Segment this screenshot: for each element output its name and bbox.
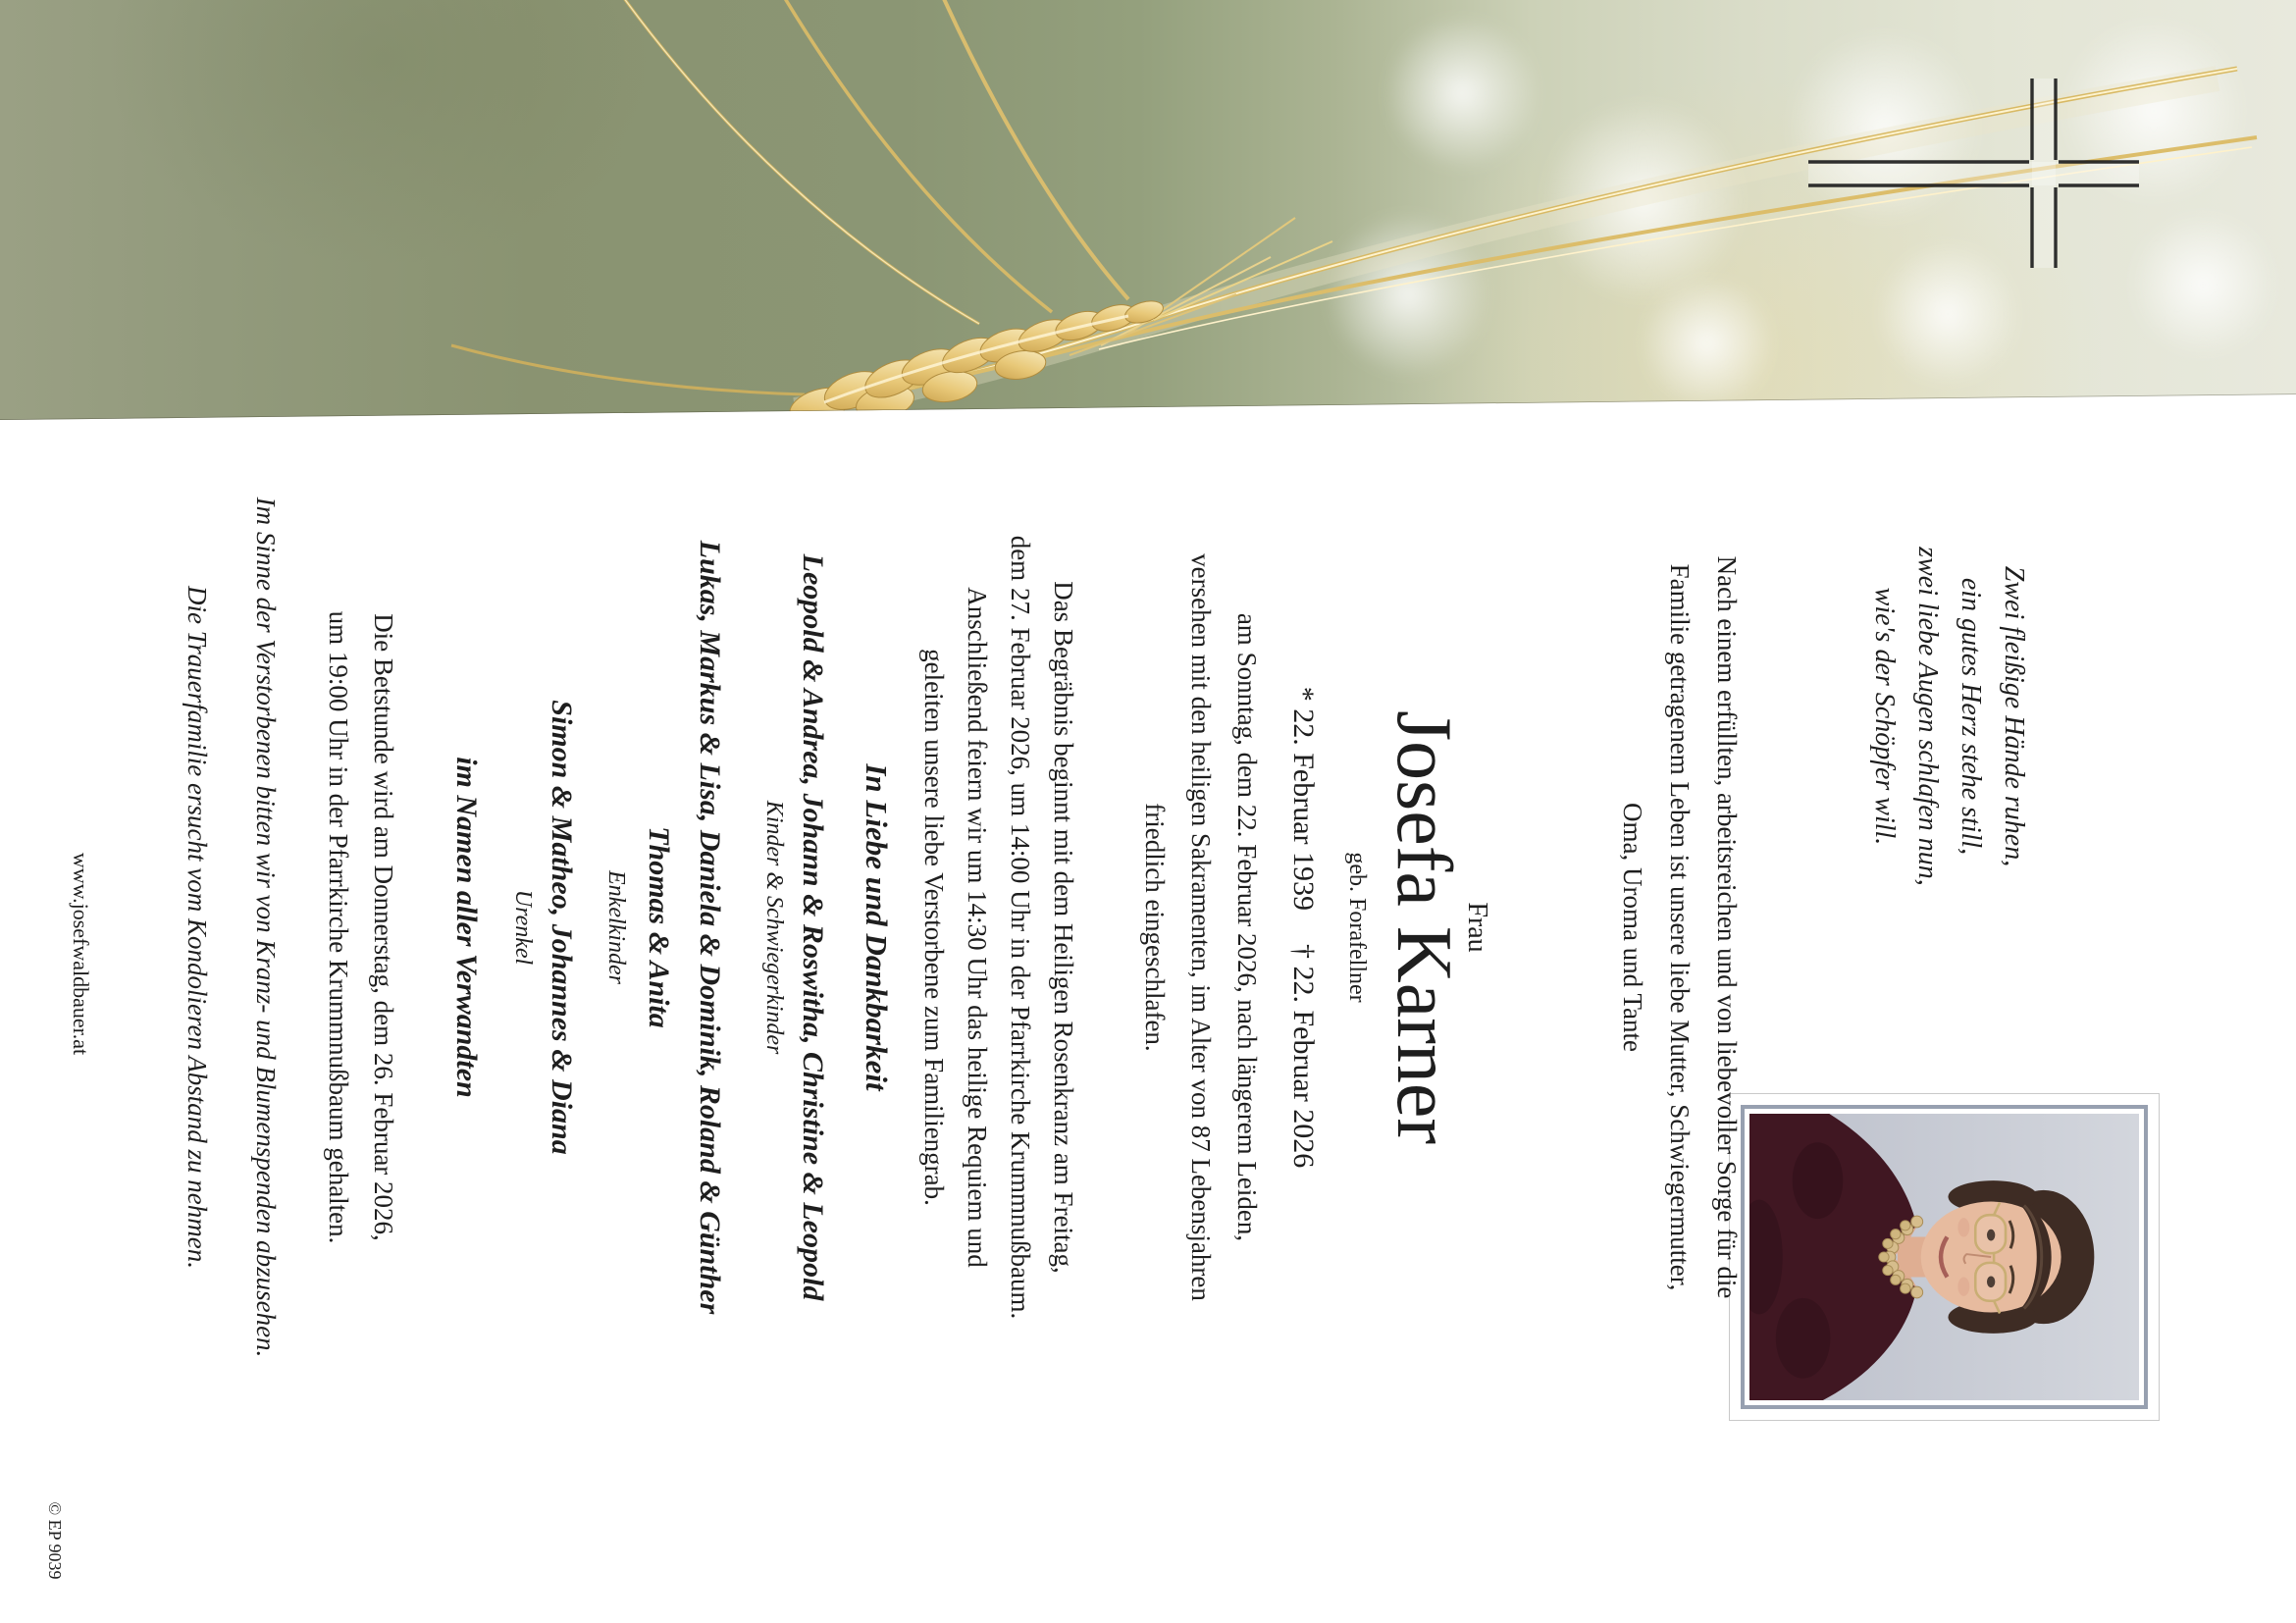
family-grandchildren-names: [633, 314, 735, 1541]
memorial-poem: [1862, 422, 2035, 1011]
wake-line: um 19:00 Uhr in der Pfarrkirche Krummnußbaum gehalten.: [324, 610, 353, 1244]
closing-phrase: In Liebe und Dankbarkeit: [860, 763, 894, 1091]
announcement-line: Familie getragenem Leben ist unsere liebe Mutter, Schwiegermutter,: [1665, 563, 1695, 1291]
wake-paragraph: [316, 314, 406, 1541]
announcement-line: Nach einem erfüllten, arbeitsreichen und von liebevoller Sorge für die: [1712, 555, 1742, 1299]
condolence-note: Die Trauerfamilie ersucht vom Kondolieren Abstand zu nehmen.: [183, 586, 212, 1269]
family-greatgrandchildren-relation: Urenkel: [510, 889, 536, 966]
death-paragraph: [1131, 314, 1270, 1541]
flowers-note: Im Sinne der Verstorbenen bitten wir von Kranz- und Blumenspenden abzusehen.: [251, 497, 281, 1358]
wake-line: Die Betstunde wird am Donnerstag, dem 26. Februar 2026,: [369, 613, 398, 1241]
poem-line: wie's der Schöpfer will.: [1869, 587, 1900, 846]
cross-icon: [1707, 0, 2296, 422]
family-children-relation: Kinder & Schwiegerkinder: [761, 800, 787, 1055]
announcement-line: Oma, Uroma und Tante: [1618, 802, 1647, 1053]
portrait-illustration: [1749, 1114, 2139, 1400]
portrait-frame: [1741, 1105, 2148, 1409]
salutation: Frau: [1462, 902, 1492, 953]
funeral-line: dem 27. Februar 2026, um 14:00 Uhr in der Pfarrkirche Krummnußbaum.: [1006, 535, 1035, 1320]
funeral-line: Das Begräbnis beginnt mit dem Heiligen Rosenkranz am Freitag,: [1049, 581, 1078, 1274]
poem-line: ein gutes Herz stehe still,: [1956, 577, 1986, 856]
poem-line: Zwei fleißige Hände ruhen,: [1999, 565, 2029, 867]
on-behalf-line: im Namen aller Verwandten: [450, 757, 483, 1098]
family-names-line: Lukas, Markus & Lisa, Daniela & Dominik, Roland & Günther: [694, 540, 726, 1315]
portrait-photo: [1730, 1094, 2159, 1420]
death-line: friedlich eingeschlafen.: [1140, 803, 1170, 1052]
death-line: am Sonntag, dem 22. Februar 2026, nach längerem Leiden,: [1232, 612, 1262, 1242]
family-children-names: Leopold & Andrea, Johann & Roswitha, Christine & Leopold: [797, 553, 829, 1301]
family-grandchildren-relation: Enkelkinder: [603, 870, 629, 984]
death-date: † 22. Februar 2026: [1287, 944, 1320, 1169]
birth-date: * 22. Februar 1939: [1287, 686, 1320, 911]
print-code: © EP 9039: [45, 1501, 65, 1580]
deceased-name: Josefa Karner: [1381, 710, 1467, 1144]
funeral-home-website: www.josefwaldbauer.at: [69, 852, 93, 1056]
funeral-line: Anschließend feiern wir um 14:30 Uhr das heilige Requiem und: [963, 587, 992, 1268]
maiden-name: geb. Forafellner: [1344, 852, 1370, 1003]
poem-line: zwei liebe Augen schlafen nun,: [1912, 547, 1943, 886]
funeral-paragraph: [913, 314, 1085, 1541]
life-dates: [1283, 314, 1323, 1541]
family-greatgrandchildren-names: Simon & Matheo, Johannes & Diana: [546, 700, 578, 1155]
funeral-line: geleiten unsere liebe Verstorbene zum Familiengrab.: [919, 649, 949, 1206]
death-line: versehen mit den heiligen Sakramenten, im Alter von 87 Lebensjahren: [1186, 553, 1216, 1301]
family-names-line: Thomas & Anita: [643, 826, 675, 1028]
announcement-intro: [1609, 314, 1750, 1541]
